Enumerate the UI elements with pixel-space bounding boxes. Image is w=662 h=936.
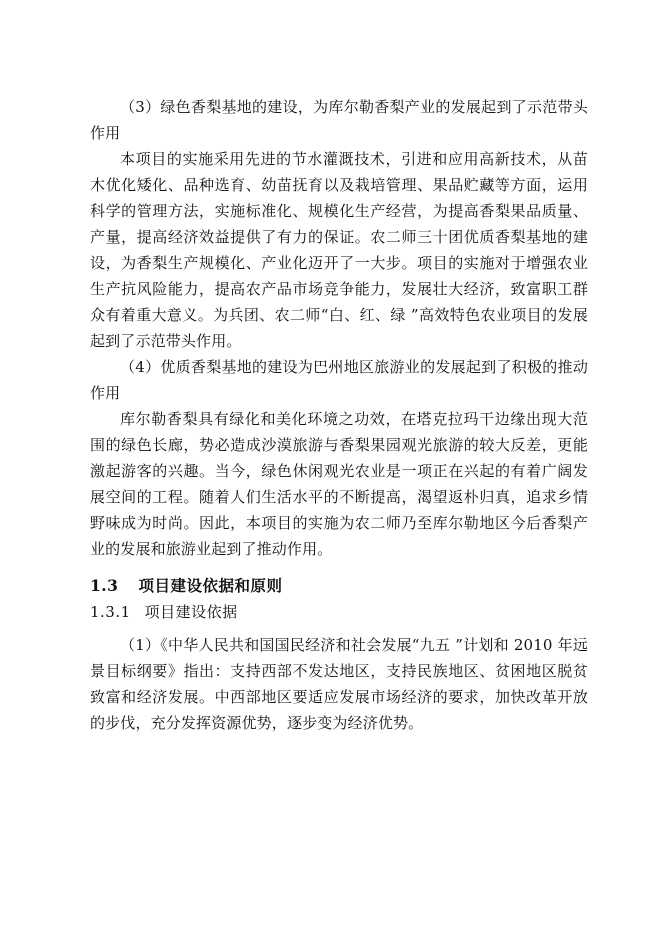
paragraph-body-1: 本项目的实施采用先进的节水灌溉技术，引进和应用高新技术，从苗木优化矮化、品种选育、幼苗抚育以及栽培管理、果品贮藏等方面，运用科学的管理方法，实施标准化、规模化生产经营，为提高香梨果品质量、产量，提高经济效益提供了有力的保证。农二师三十团优质香梨基地的建设，为香梨生产规模化、产业化迈开了一大步。项目的实施对于增强农业生产抗风险能力，提高农产品市场竞争能力，发展壮大经济，致富职工群众有着重大意义。为兵团、农二师“白、红、绿 ”高效特色农业项目的发展起到了示范带头作用。 xyxy=(90,150,588,350)
paragraph-basis-1: （1）《中华人民共和国国民经济和社会发展“九五 ”计划和 2010 年远景目标纲要》指出：支持西部不发达地区，支持民族地区、贫困地区脱贫致富和经济发展。中西部地区要适应发展市场经济的要求，加快改革开放的步伐，充分发挥资源优势，逐步变为经济优势。 xyxy=(90,636,588,732)
section-spacer xyxy=(90,562,588,572)
paragraph-body-2: 库尔勒香梨具有绿化和美化环境之功效，在塔克拉玛干边缘出现大范围的绿色长廊，势必造成沙漠旅游与香梨果园观光旅游的较大反差，更能激起游客的兴趣。当今，绿色休闲观光农业是一项正在兴起的有着广阔发展空间的工程。随着人们生活水平的不断提高，渴望返朴归真，追求乡情野味成为时尚。因此，本项目的实施为农二师乃至库尔勒地区今后香梨产业的发展和旅游业起到了推动作用。 xyxy=(90,410,588,558)
section-title: 项目建设依据和原则 xyxy=(138,576,283,595)
section-heading xyxy=(90,572,588,600)
subsection-title: 项目建设依据 xyxy=(144,603,238,621)
subsection-spacer xyxy=(90,625,588,632)
document-body xyxy=(90,94,588,736)
subsection-heading xyxy=(90,600,588,625)
paragraph-heading-4: （4）优质香梨基地的建设为巴州地区旅游业的发展起到了积极的推动作用 xyxy=(90,358,588,402)
paragraph-heading-3: （3）绿色香梨基地的建设，为库尔勒香梨产业的发展起到了示范带头作用 xyxy=(90,98,588,142)
section-number: 1.3 xyxy=(90,576,119,595)
subsection-number: 1.3.1 xyxy=(90,603,131,621)
